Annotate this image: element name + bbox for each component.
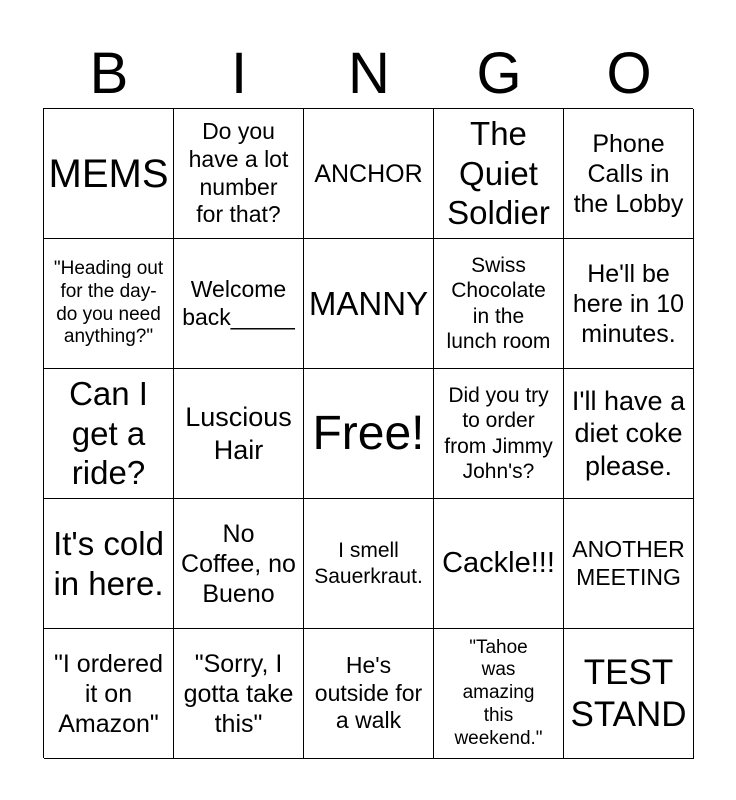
- bingo-cell[interactable]: [174, 369, 304, 499]
- bingo-cell-text: Did you try to order from Jimmy John's?: [444, 384, 553, 483]
- bingo-cell[interactable]: [434, 239, 564, 369]
- bingo-cell-text: Phone Calls in the Lobby: [573, 129, 684, 218]
- bingo-cell-text: Welcome back_____: [182, 275, 295, 330]
- header-letter-b: B: [89, 41, 129, 106]
- bingo-cell[interactable]: [44, 499, 174, 629]
- bingo-cell[interactable]: [174, 499, 304, 629]
- bingo-cell[interactable]: [44, 369, 174, 499]
- bingo-cell[interactable]: [434, 369, 564, 499]
- bingo-cell-text: "Tahoe was amazing this weekend.": [454, 636, 543, 749]
- bingo-cell[interactable]: [564, 499, 694, 629]
- bingo-cell[interactable]: [304, 109, 434, 239]
- bingo-cell[interactable]: [564, 109, 694, 239]
- bingo-cell[interactable]: [434, 109, 564, 239]
- bingo-card-grid: [43, 108, 693, 758]
- bingo-cell[interactable]: [174, 629, 304, 759]
- header-letter-o: O: [606, 41, 652, 106]
- bingo-cell[interactable]: [304, 369, 434, 499]
- bingo-cell-text: I'll have a diet coke please.: [571, 385, 686, 481]
- bingo-cell[interactable]: [304, 239, 434, 369]
- header-letter-i: I: [230, 41, 248, 106]
- bingo-cell-text: ANOTHER MEETING: [572, 535, 685, 590]
- bingo-cell-text: MEMS: [48, 151, 169, 196]
- bingo-cell-text: Cackle!!!: [442, 547, 555, 580]
- bingo-cell-text: Can I get a ride?: [69, 375, 148, 492]
- bingo-cell[interactable]: [44, 109, 174, 239]
- bingo-cell-text: ANCHOR: [314, 159, 423, 188]
- bingo-cell[interactable]: [564, 239, 694, 369]
- bingo-cell[interactable]: [564, 369, 694, 499]
- bingo-cell-text: Do you have a lot number for that?: [188, 118, 289, 228]
- bingo-cell-text: He's outside for a walk: [314, 652, 423, 734]
- bingo-cell[interactable]: [174, 109, 304, 239]
- bingo-cell-text: "Sorry, I gotta take this": [183, 649, 294, 738]
- bingo-cell[interactable]: [434, 499, 564, 629]
- bingo-cell[interactable]: [44, 239, 174, 369]
- bingo-cell[interactable]: [564, 629, 694, 759]
- bingo-cell-text: "I ordered it on Amazon": [54, 649, 163, 738]
- bingo-cell-text: It's cold in here.: [53, 524, 164, 602]
- bingo-cell-text: I smell Sauerkraut.: [314, 539, 423, 588]
- bingo-cell-text: Luscious Hair: [185, 402, 292, 465]
- bingo-cell[interactable]: [174, 239, 304, 369]
- bingo-cell[interactable]: [304, 629, 434, 759]
- bingo-cell-text: Swiss Chocolate in the lunch room: [446, 254, 551, 353]
- bingo-cell-text: No Coffee, no Bueno: [181, 519, 296, 608]
- bingo-cell-text: TEST STAND: [570, 652, 687, 734]
- bingo-cell[interactable]: [434, 629, 564, 759]
- bingo-cell-text: "Heading out for the day- do you need anything?": [53, 257, 164, 348]
- bingo-cell-text: The Quiet Soldier: [447, 115, 550, 232]
- header-letter-n: N: [348, 41, 390, 106]
- bingo-cell-text: Free!: [312, 406, 425, 460]
- bingo-cell-text: He'll be here in 10 minutes.: [572, 259, 685, 348]
- bingo-cell[interactable]: [304, 499, 434, 629]
- header-letter-g: G: [476, 41, 522, 106]
- bingo-cell[interactable]: [44, 629, 174, 759]
- bingo-cell-text: MANNY: [308, 284, 429, 322]
- bingo-header: [44, 42, 694, 106]
